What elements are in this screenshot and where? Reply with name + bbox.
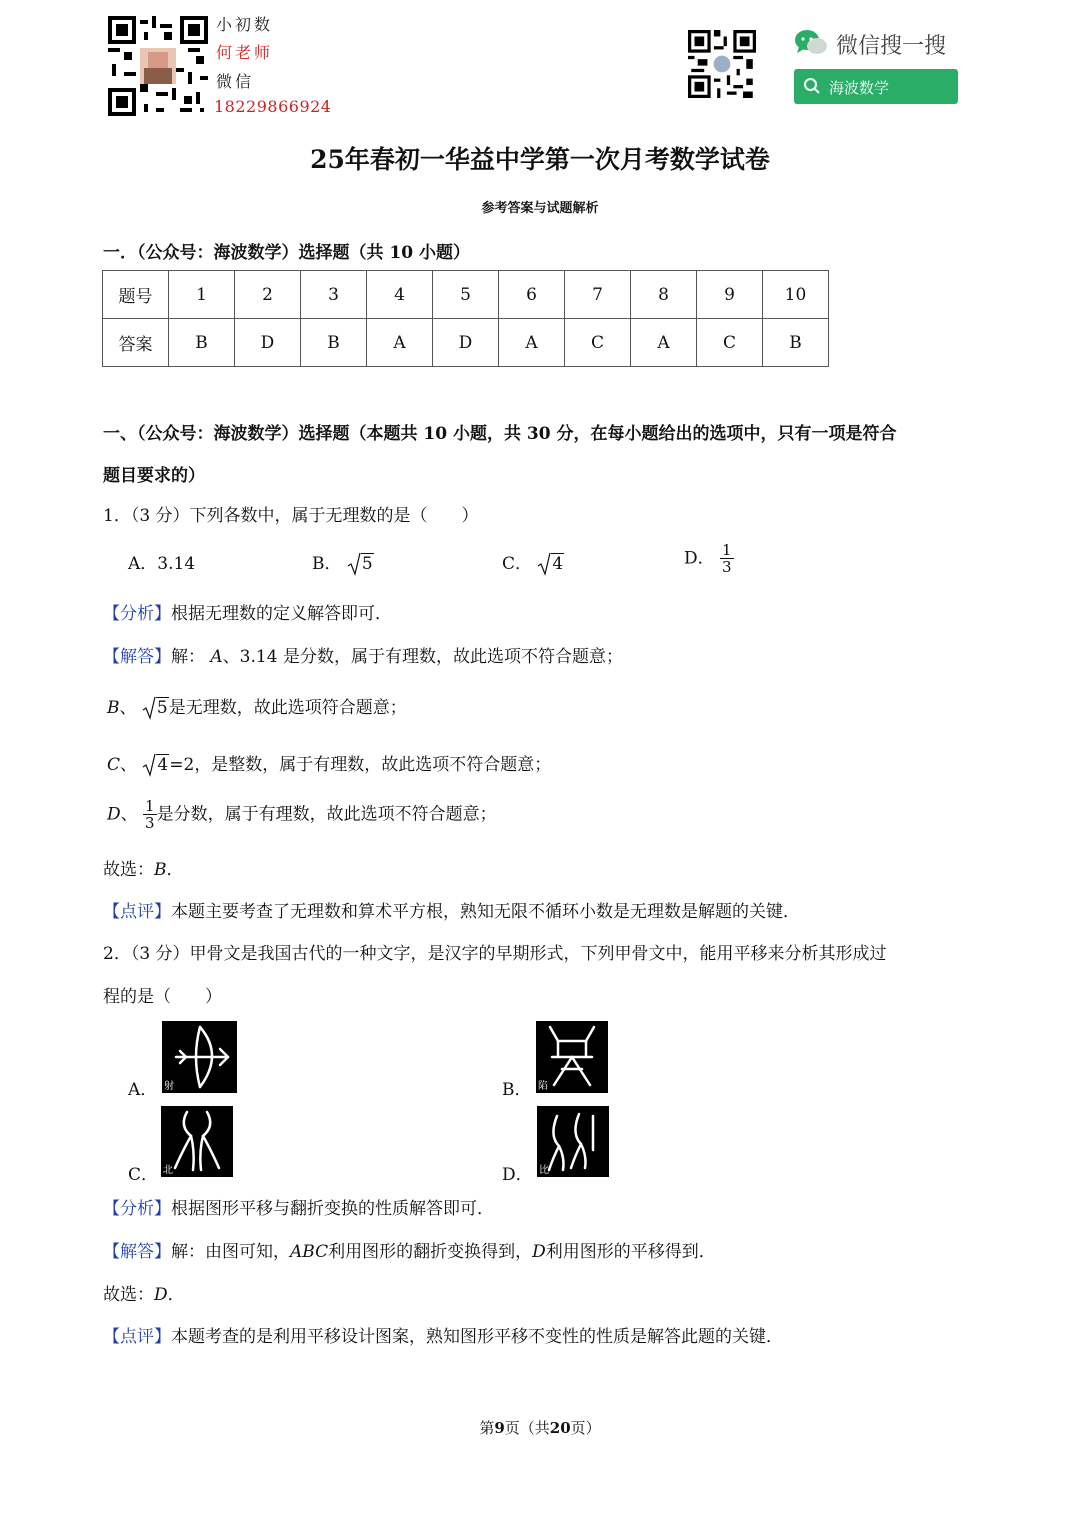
option-c: C． (128, 1165, 159, 1185)
radicand: 4 (552, 554, 564, 574)
table-row-label: 答案 (103, 319, 169, 367)
answer-cell: C (565, 319, 631, 367)
contact-line: 何老师 (216, 43, 274, 62)
footer-text: 页） (570, 1419, 601, 1437)
review-paragraph (103, 900, 800, 924)
math-variable: D (154, 1285, 168, 1305)
oracle-glyph-bi-image (537, 1106, 609, 1177)
answer-cell: D (433, 319, 499, 367)
question-number: 9 (697, 271, 763, 319)
oracle-glyph-bow-image (162, 1021, 237, 1093)
solution-tag: 【解答】 (103, 647, 171, 667)
analysis-paragraph (103, 602, 392, 626)
option-d (684, 542, 734, 575)
math-variable: D (532, 1242, 546, 1262)
answer-cell: B (763, 319, 829, 367)
analysis-paragraph (103, 1197, 494, 1221)
oracle-glyph-figure-image (536, 1021, 608, 1093)
glyph-caption: 陷 (538, 1081, 548, 1092)
answer-cell: A (499, 319, 565, 367)
answer-cell: A (367, 319, 433, 367)
table-row-label: 题号 (103, 271, 169, 319)
denominator: 3 (145, 814, 155, 832)
question-number: 8 (631, 271, 697, 319)
option-b (312, 552, 374, 576)
answer-cell: A (631, 319, 697, 367)
question-number: 7 (565, 271, 631, 319)
question-number: 10 (763, 271, 829, 319)
page-number: 9 (494, 1419, 505, 1437)
option-a (128, 552, 195, 576)
search-icon (803, 77, 821, 99)
page-total: 20 (549, 1419, 571, 1437)
choose-end: ． (167, 1285, 185, 1305)
review-text: 本题主要考查了无理数和算术平方根，熟知无限不循环小数是无理数是解题的关键． (171, 902, 800, 922)
option-d: D． (502, 1165, 533, 1185)
glyph-caption: 射 (164, 1081, 174, 1092)
solution-text: 解：由图可知， (171, 1242, 290, 1262)
question-number: 5 (433, 271, 499, 319)
option-c (502, 552, 564, 576)
answer-cell: B (301, 319, 367, 367)
numerator: 1 (145, 797, 155, 815)
question-2-stem: 2．（3 分）甲骨文是我国古代的一种文字，是汉字的早期形式，下列甲骨文中，能用平移来分析其形成过 (103, 944, 887, 964)
section-heading: 一、（公众号：海波数学）选择题（本题共 10 小题，共 30 分，在每小题给出的选项中，只有一项是符合 (103, 424, 897, 444)
choose-end: ． (166, 860, 184, 880)
review-paragraph (103, 1325, 783, 1349)
question-number: 6 (499, 271, 565, 319)
analysis-text: 根据图形平移与翻折变换的性质解答即可． (171, 1199, 494, 1219)
numerator: 1 (722, 541, 732, 559)
review-tag: 【点评】 (103, 1327, 171, 1347)
radicand: 4 (157, 755, 169, 775)
solution-text: 是分数，属于有理数，故此选项不符合题意； (156, 804, 497, 825)
solution-text: 、3.14 是分数，属于有理数，故此选项不符合题意； (222, 647, 623, 667)
option-label: B． (312, 554, 342, 574)
solution-text: 利用图形的翻折变换得到， (328, 1242, 533, 1262)
solution-text: 利用图形的平移得到． (545, 1242, 716, 1262)
qr-code-right (688, 30, 756, 98)
solution-paragraph (103, 645, 623, 669)
solution-line-b (107, 696, 407, 720)
sqrt-expression (142, 696, 169, 720)
question-number: 1 (169, 271, 235, 319)
math-variable: A (210, 647, 223, 667)
wechat-search-label: 微信搜一搜 (836, 34, 947, 59)
answer-cell: D (235, 319, 301, 367)
option-b: B． (502, 1080, 532, 1100)
table-row (103, 271, 829, 319)
math-variable: C (107, 755, 121, 775)
separator: 、 (120, 755, 138, 775)
math-variable: B (107, 698, 120, 718)
separator: 、 (119, 698, 137, 718)
radicand: 5 (156, 698, 168, 718)
solution-intro: 解： (171, 647, 205, 667)
footer-text: 第 (479, 1419, 495, 1437)
option-a: A． (128, 1080, 158, 1100)
option-label: A． (128, 554, 158, 574)
solution-text: 是无理数，故此选项符合题意； (168, 698, 407, 718)
choose-label: 故选： (103, 860, 154, 880)
sqrt-expression (347, 552, 374, 576)
analysis-text: 根据无理数的定义解答即可． (171, 604, 392, 624)
solution-line-c (107, 753, 551, 777)
answer-cell: B (169, 319, 235, 367)
sqrt-expression (142, 753, 169, 777)
answer-cell: C (697, 319, 763, 367)
document-subtitle: 参考答案与试题解析 (481, 201, 599, 216)
page-footer (0, 1417, 1080, 1438)
footer-text: 页（共 (504, 1419, 550, 1437)
solution-line-d (107, 798, 497, 831)
option-value: 3.14 (157, 554, 196, 574)
solution-tag: 【解答】 (103, 1242, 171, 1262)
qr-code-left (108, 16, 208, 116)
choose-label: 故选： (103, 1285, 154, 1305)
question-1-stem: 1．（3 分）下列各数中，属于无理数的是（ ） (103, 506, 479, 526)
answer-table (102, 270, 829, 367)
section-heading-cont: 题目要求的） (103, 466, 205, 486)
option-label: C． (502, 554, 533, 574)
solution-paragraph (103, 1240, 716, 1264)
option-label: D． (684, 548, 715, 569)
contact-phone: 18229866924 (214, 97, 332, 116)
section-heading: 一．（公众号：海波数学）选择题（共 10 小题） (103, 243, 470, 263)
question-number: 2 (235, 271, 301, 319)
question-number: 3 (301, 271, 367, 319)
glyph-caption: 北 (163, 1165, 173, 1176)
contact-line: 小初数 (216, 15, 274, 34)
wechat-search-button[interactable] (794, 69, 958, 104)
question-number: 4 (367, 271, 433, 319)
choose-line (103, 1283, 185, 1307)
question-2-stem-cont: 程的是（ ） (103, 987, 222, 1007)
math-variable: B (154, 860, 167, 880)
wechat-search-button-label: 海波数学 (829, 79, 890, 97)
fraction (720, 542, 734, 575)
separator: 、 (120, 804, 138, 825)
solution-text: ，是整数，属于有理数，故此选项不符合题意； (194, 755, 552, 775)
choose-line (103, 858, 184, 882)
oracle-glyph-bei-image (161, 1106, 233, 1177)
review-tag: 【点评】 (103, 902, 171, 922)
analysis-tag: 【分析】 (103, 604, 171, 624)
denominator: 3 (722, 558, 732, 576)
wechat-logo-icon (794, 28, 828, 58)
table-row (103, 319, 829, 367)
document-title: 25年春初一华益中学第一次月考数学试卷 (310, 145, 770, 174)
review-text: 本题考查的是利用平移设计图案，熟知图形平移不变性的性质是解答此题的关键． (171, 1327, 783, 1347)
analysis-tag: 【分析】 (103, 1199, 171, 1219)
math-variable: D (107, 804, 121, 825)
equation: =2 (169, 755, 195, 775)
fraction (143, 798, 157, 831)
sqrt-expression (537, 552, 564, 576)
math-variable: ABC (290, 1242, 329, 1262)
contact-line: 微信 (216, 72, 255, 91)
radicand: 5 (361, 554, 373, 574)
glyph-caption: 比 (539, 1165, 549, 1176)
